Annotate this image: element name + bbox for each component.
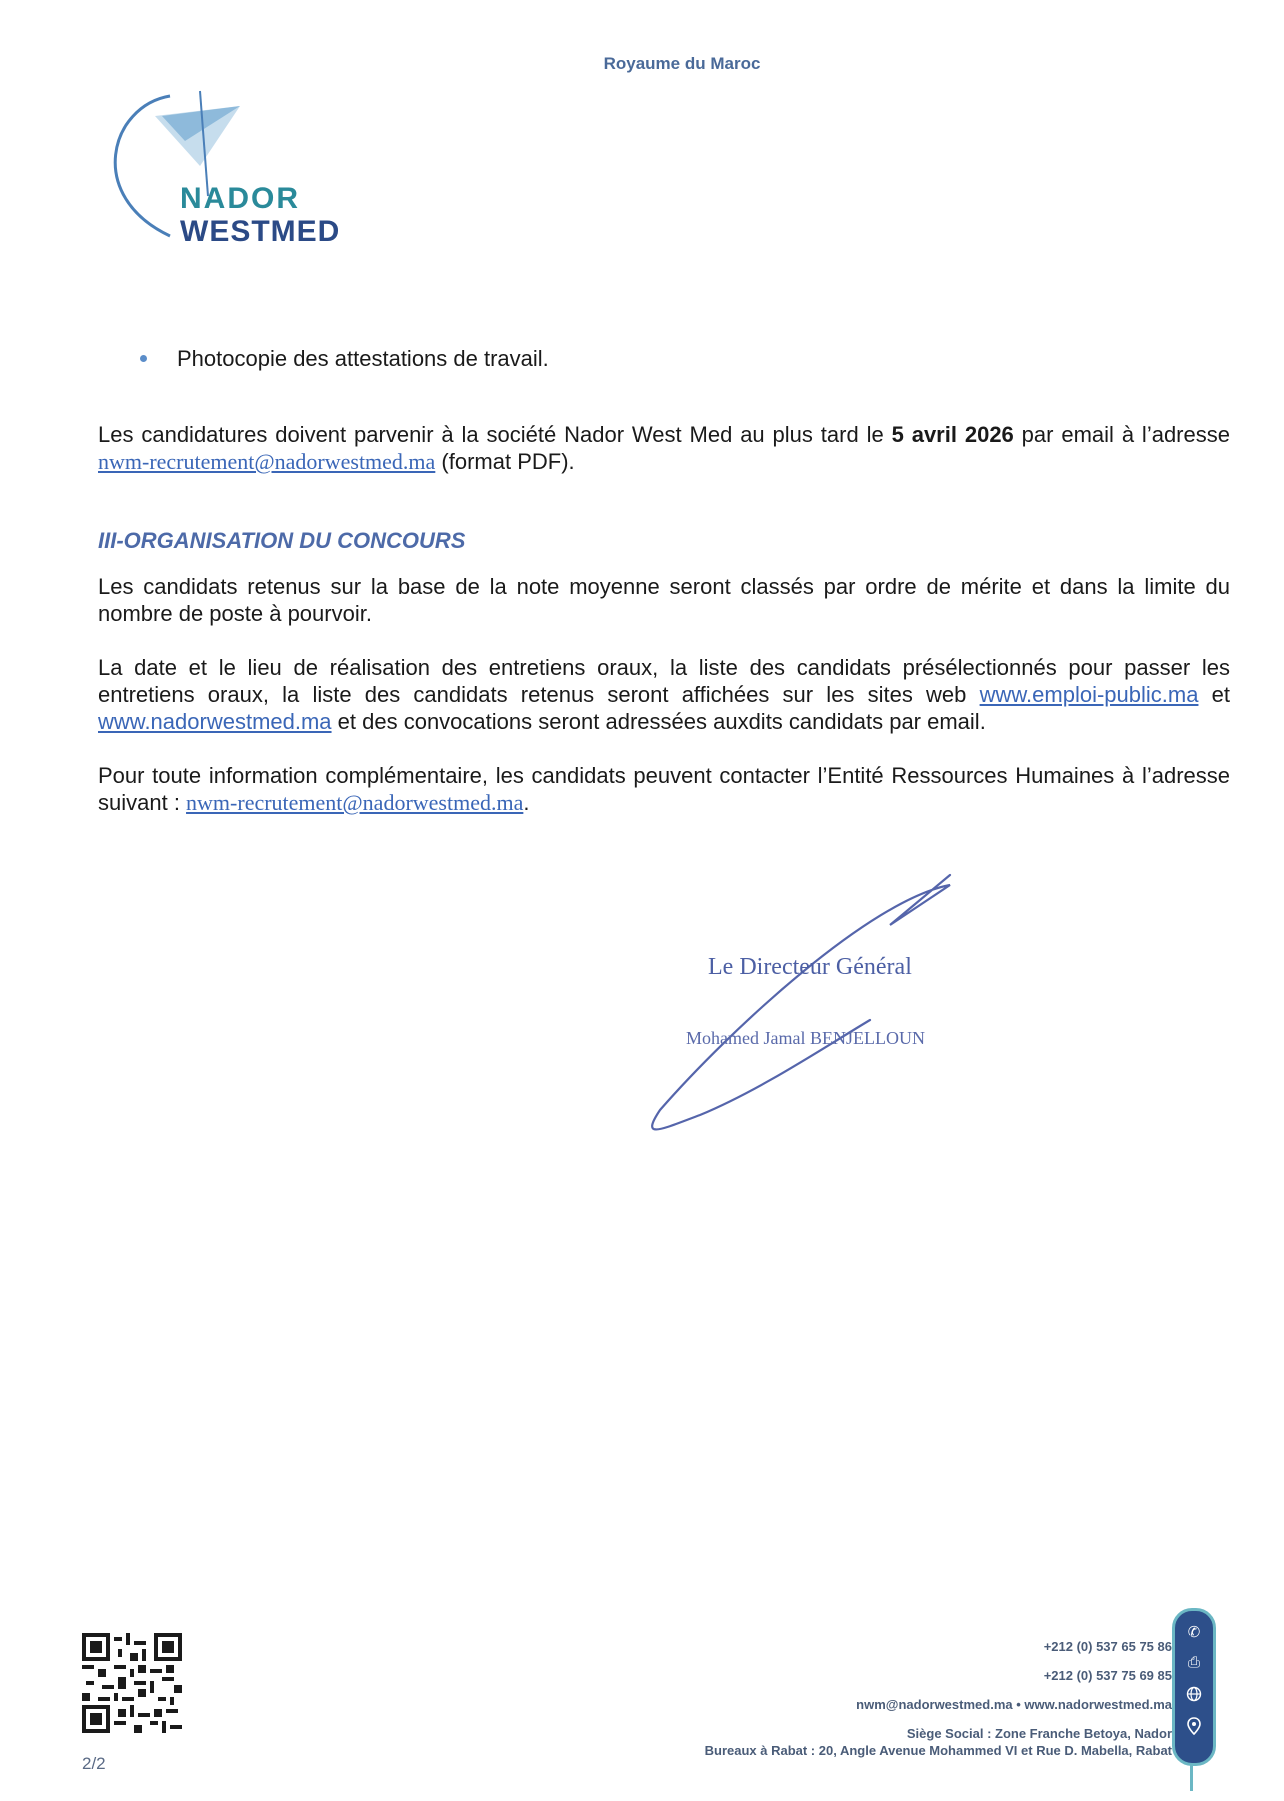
- qr-code: [82, 1633, 182, 1733]
- signature-scribble: [640, 870, 970, 1150]
- deadline-text: Les candidatures doivent parvenir à la société Nador West Med au plus tard le: [98, 422, 892, 447]
- contact-paragraph: [98, 762, 1230, 816]
- bullet-item: [140, 346, 549, 372]
- ranking-paragraph: Les candidats retenus sur la base de la note moyenne seront classés par ordre de mérite et dans la limite du nombre de poste à pourvoir.: [98, 574, 1230, 626]
- deadline-paragraph: [98, 421, 1230, 475]
- contact-text: Pour toute information complémentaire, les candidats peuvent contacter l’Entité Ressources Humaines à l’adresse suivant :: [98, 763, 1230, 815]
- logo-line1: NADOR: [180, 182, 300, 215]
- location-pin-icon: [1179, 1711, 1209, 1741]
- signature-title: Le Directeur Général: [708, 954, 912, 980]
- footer-siege: Siège Social : Zone Franche Betoya, Nador: [906, 1726, 1172, 1741]
- logo-line2: WESTMED: [180, 215, 341, 248]
- footer-bar-tail: [1190, 1763, 1193, 1791]
- interviews-text: La date et le lieu de réalisation des entretiens oraux, la liste des candidats présélectionnés pour passer les entretiens oraux, la liste des candidats retenus seront affichées sur les sites web: [98, 655, 1230, 707]
- fax-icon: ⎙: [1187, 1653, 1200, 1671]
- deadline-date: 5 avril 2026: [891, 422, 1014, 447]
- nador-westmed-logo: [90, 86, 420, 256]
- contact-email-link[interactable]: nwm-recrutement@nadorwestmed.ma: [186, 790, 524, 815]
- deadline-text-end: (format PDF).: [435, 449, 575, 474]
- footer-email-web[interactable]: nwm@nadorwestmed.ma • www.nadorwestmed.ma: [856, 1697, 1172, 1712]
- footer-bureaux: Bureaux à Rabat : 20, Angle Avenue Mohammed VI et Rue D. Mabella, Rabat: [704, 1743, 1172, 1758]
- interviews-paragraph: [98, 654, 1230, 735]
- interviews-text-mid: et: [1198, 682, 1230, 707]
- recruitment-email-link[interactable]: nwm-recrutement@nadorwestmed.ma: [98, 449, 436, 474]
- footer-phone: +212 (0) 537 65 75 86: [1043, 1639, 1172, 1654]
- interviews-text-end: et des convocations seront adressées auxdits candidats par email.: [331, 709, 986, 734]
- emploi-public-link[interactable]: www.emploi-public.ma: [979, 682, 1199, 707]
- signatory-name: Mohamed Jamal BENJELLOUN: [686, 1028, 925, 1048]
- country-header: Royaume du Maroc: [603, 54, 761, 73]
- section-title: III-ORGANISATION DU CONCOURS: [98, 528, 466, 553]
- globe-icon: [1179, 1679, 1209, 1709]
- bullet-dot: [140, 355, 147, 362]
- deadline-text-2: par email à l’adresse: [1013, 422, 1230, 447]
- phone-icon: ✆: [1187, 1624, 1201, 1641]
- page-number: 2/2: [82, 1754, 106, 1773]
- contact-text-end: .: [523, 790, 530, 815]
- footer-contact-bar: [1172, 1608, 1216, 1766]
- footer-fax: +212 (0) 537 75 69 85: [1043, 1668, 1172, 1683]
- nadorwestmed-link[interactable]: www.nadorwestmed.ma: [98, 709, 332, 734]
- bullet-text: Photocopie des attestations de travail.: [177, 346, 549, 371]
